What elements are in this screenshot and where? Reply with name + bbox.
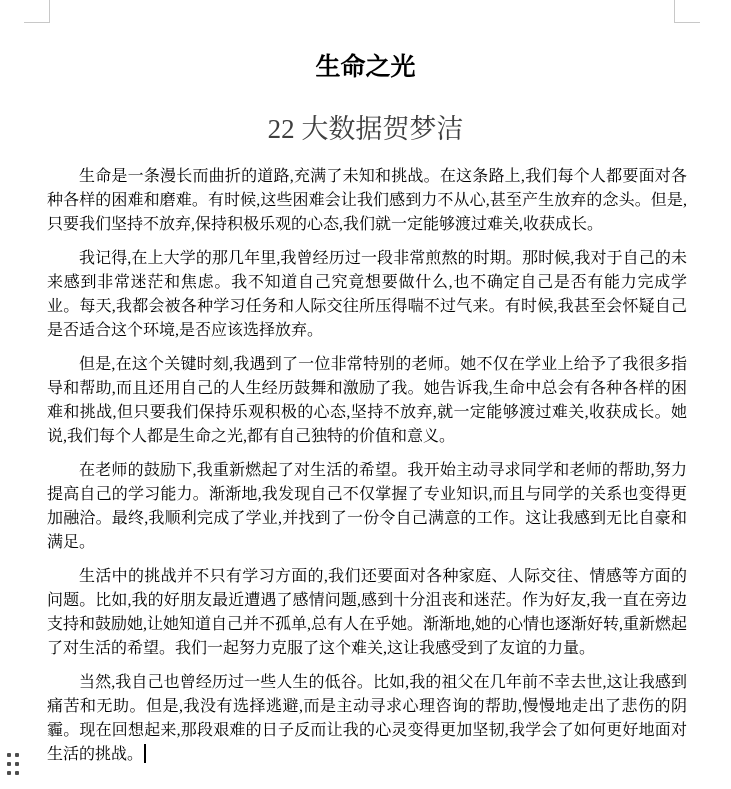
- paragraph[interactable]: [47, 353, 687, 449]
- drag-handle-dot: [7, 753, 11, 757]
- paragraph-text: 生活中的挑战并不只有学习方面的,我们还要面对各种家庭、人际交往、情感等方面的问题。比如,我的好朋友最近遭遇了感情问题,感到十分沮丧和迷茫。作为好友,我一直在旁边支持和鼓励她,让她知道自己并不孤单,总有人在乎她。渐渐地,她的心情也逐渐好转,重新燃起了对生活的希望。我们一起努力克服了这个难关,这让我感受到了友谊的力量。: [47, 568, 688, 657]
- drag-handle-dot: [15, 771, 19, 775]
- document-subtitle[interactable]: 22 大数据贺梦洁: [267, 114, 464, 144]
- paragraph[interactable]: [47, 247, 687, 343]
- paragraph[interactable]: [47, 459, 687, 555]
- drag-handle-dot: [15, 753, 19, 757]
- paragraph-text: 在老师的鼓励下,我重新燃起了对生活的希望。我开始主动寻求同学和老师的帮助,努力提高自己的学习能力。渐渐地,我发现自己不仅掌握了专业知识,而且与同学的关系也变得更加融洽。最终,我顺利完成了学业,并找到了一份令自己满意的工作。这让我感到无比自豪和满足。: [47, 462, 687, 551]
- document-title[interactable]: 生命之光: [315, 53, 416, 81]
- paragraph[interactable]: [47, 565, 687, 661]
- drag-handle-dot: [15, 762, 19, 766]
- drag-handle-icon[interactable]: [7, 753, 21, 777]
- paragraph[interactable]: [47, 165, 687, 237]
- margin-mark-top-left-icon: [24, 0, 50, 23]
- drag-handle-dot: [7, 762, 11, 766]
- paragraph[interactable]: [47, 671, 687, 767]
- margin-mark-top-right-icon: [674, 0, 700, 23]
- document-body[interactable]: [47, 165, 687, 777]
- text-cursor: [144, 744, 146, 763]
- drag-handle-dot: [7, 771, 11, 775]
- paragraph-text: 生命是一条漫长而曲折的道路,充满了未知和挑战。在这条路上,我们每个人都要面对各种各样的困难和磨难。有时候,这些困难会让我们感到力不从心,甚至产生放弃的念头。但是,只要我们坚持不放弃,保持积极乐观的心态,我们就一定能够渡过难关,收获成长。: [47, 168, 687, 233]
- paragraph-text: 当然,我自己也曾经历过一些人生的低谷。比如,我的祖父在几年前不幸去世,这让我感到痛苦和无助。但是,我没有选择逃避,而是主动寻求心理咨询的帮助,慢慢地走出了悲伤的阴霾。现在回想起来,那段艰难的日子反而让我的心灵变得更加坚韧,我学会了如何更好地面对生活的挑战。: [47, 674, 687, 763]
- paragraph-text: 但是,在这个关键时刻,我遇到了一位非常特别的老师。她不仅在学业上给予了我很多指导和帮助,而且还用自己的人生经历鼓舞和激励了我。她告诉我,生命中总会有各种各样的困难和挑战,但只要我们保持乐观积极的心态,坚持不放弃,就一定能够渡过难关,收获成长。她说,我们每个人都是生命之光,都有自己独特的价值和意义。: [47, 356, 687, 445]
- paragraph-text: 我记得,在上大学的那几年里,我曾经历过一段非常煎熬的时期。那时候,我对于自己的未来感到非常迷茫和焦虑。我不知道自己究竟想要做什么,也不确定自己是否有能力完成学业。每天,我都会被各种学习任务和人际交往所压得喘不过气来。有时候,我甚至会怀疑自己是否适合这个环境,是否应该选择放弃。: [47, 250, 687, 339]
